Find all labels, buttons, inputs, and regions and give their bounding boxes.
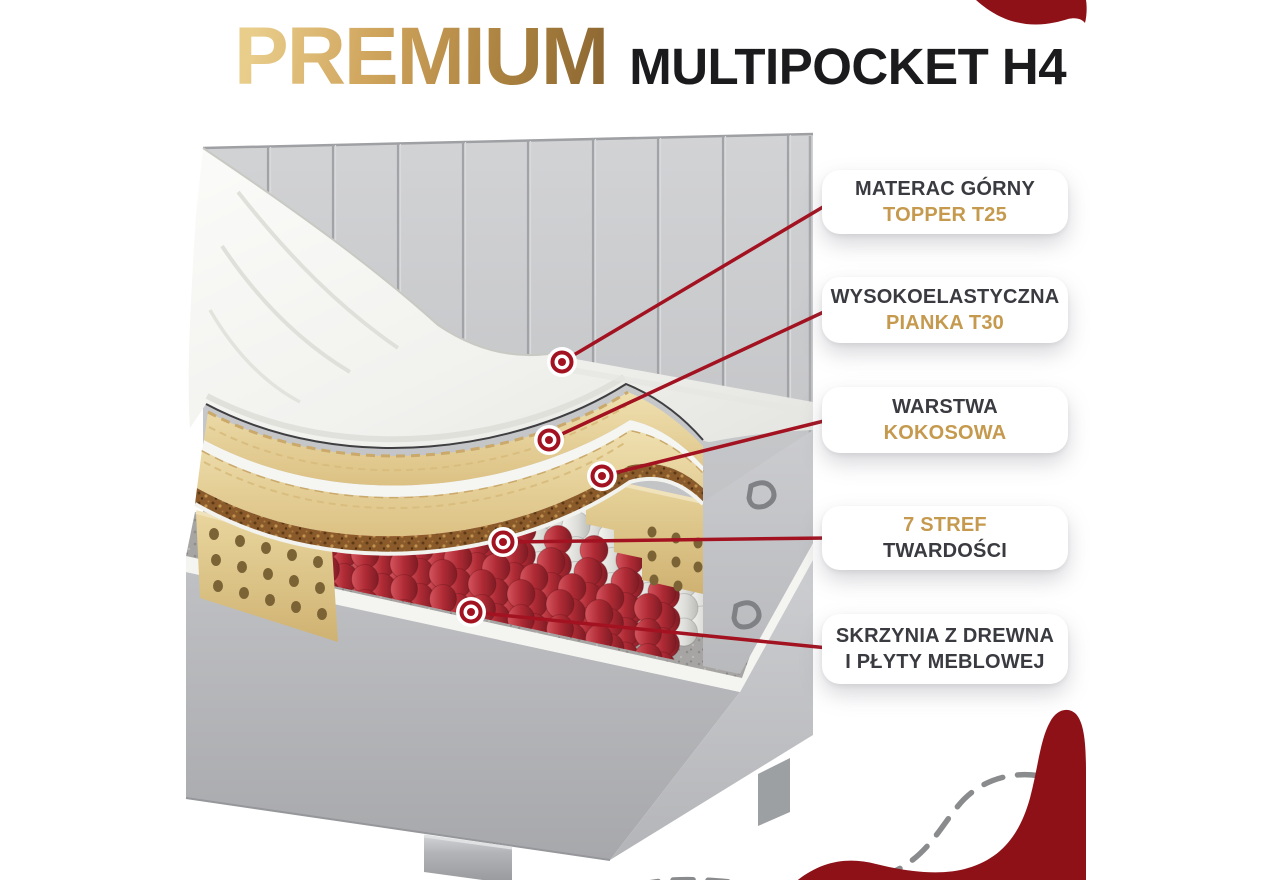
callout-card-topper <box>822 170 1068 234</box>
callout-marker-icon <box>534 425 564 455</box>
callout-marker-icon <box>547 347 577 377</box>
callout-card-box <box>822 614 1068 684</box>
callout-line-accent: 7 STREF <box>903 514 987 536</box>
callout-line-accent: TOPPER T25 <box>883 204 1007 226</box>
callout-card-coconut <box>822 387 1068 453</box>
callout-line: I PŁYTY MEBLOWEJ <box>845 651 1045 673</box>
callout-line: SKRZYNIA Z DREWNA <box>835 625 1055 647</box>
callout-line: MATERAC GÓRNY <box>854 178 1035 200</box>
corner-blob-bottom-right <box>793 710 1086 880</box>
page-title <box>234 11 1067 102</box>
callout-line: WARSTWA <box>892 396 998 418</box>
callout-marker-icon <box>488 527 518 557</box>
brand-title: PREMIUM <box>234 11 608 102</box>
model-title: MULTIPOCKET H4 <box>629 38 1067 95</box>
callout-card-foam <box>822 277 1068 343</box>
callout-line-accent: KOKOSOWA <box>883 422 1007 444</box>
callout-line: WYSOKOELASTYCZNA <box>830 286 1060 308</box>
callout-card-zones <box>822 506 1068 570</box>
callout-line: TWARDOŚCI <box>882 540 1008 562</box>
callout-line-accent: PIANKA T30 <box>886 312 1004 334</box>
bed-leg-right <box>758 758 790 826</box>
callout-marker-icon <box>587 461 617 491</box>
callout-marker-icon <box>456 597 486 627</box>
